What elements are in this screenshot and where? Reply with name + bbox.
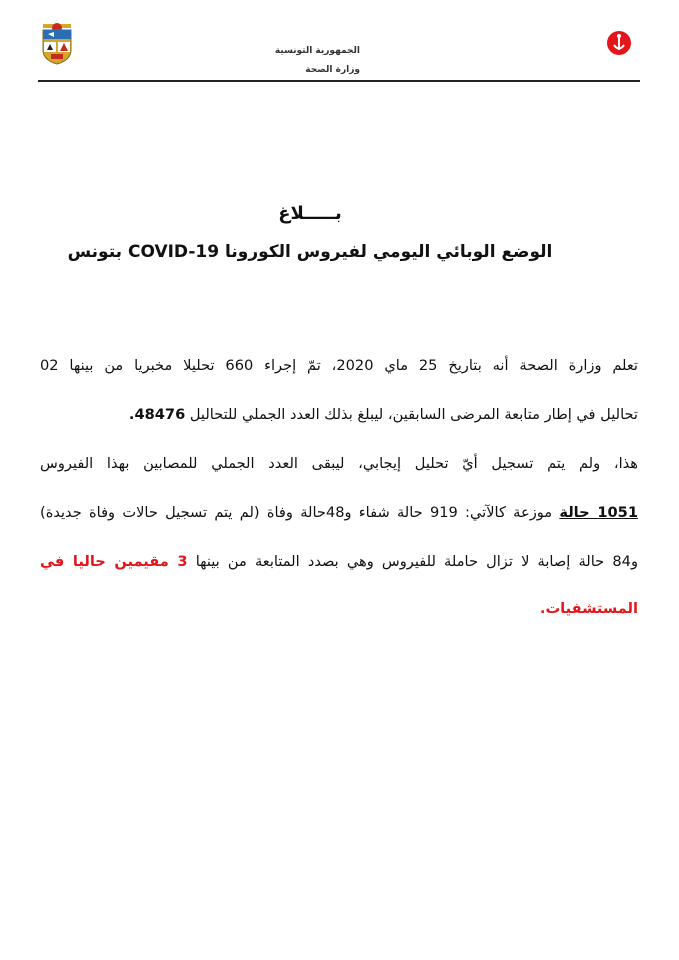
body-line-5-text: و84 حالة إصابة لا تزال حاملة للفيروس وهي بصدد المتابعة من بينها xyxy=(195,553,638,570)
hospitalized-highlight: 3 مقيمين حاليا في xyxy=(40,553,188,570)
total-tests-value: 48476. xyxy=(128,406,186,423)
body-line-4-text: موزعة كالآتي: 919 حالة شفاء و48حالة وفاة (لم يتم تسجيل حالات وفاة جديدة) xyxy=(40,504,553,521)
body-line-5 xyxy=(40,553,638,570)
page-title: بـــــلاغ xyxy=(278,203,342,224)
header-divider xyxy=(38,80,640,82)
tunisia-coat-of-arms-icon xyxy=(40,22,74,66)
page-subtitle: الوضع الوبائي اليومي لفيروس الكورونا COVID-19 بتونس xyxy=(67,242,553,262)
ministry-of-health-logo-icon xyxy=(606,30,632,56)
body-line-2 xyxy=(40,406,638,423)
body-line-3: هذا، ولم يتم تسجيل أيّ تحليل إيجابي، ليبقى العدد الجملي للمصابين بهذا الفيروس xyxy=(40,455,638,472)
body-line-1: تعلم وزارة الصحة أنه بتاريخ 25 ماي 2020، تمّ إجراء 660 تحليلا مخبريا من بينها 02 xyxy=(40,357,638,374)
ministry-name: وزارة الصحة xyxy=(305,65,360,75)
body-line-6 xyxy=(40,600,638,617)
republic-name: الجمهورية التونسية xyxy=(274,46,360,56)
body-line-4 xyxy=(40,504,638,521)
total-cases-value: 1051 حالة xyxy=(559,504,638,521)
header-text xyxy=(250,42,360,80)
body-line-2-text: تحاليل في إطار متابعة المرضى السابقين، ليبلغ بذلك العدد الجملي للتحاليل xyxy=(189,406,638,423)
hospitalized-highlight-end: المستشفيات. xyxy=(539,600,638,617)
